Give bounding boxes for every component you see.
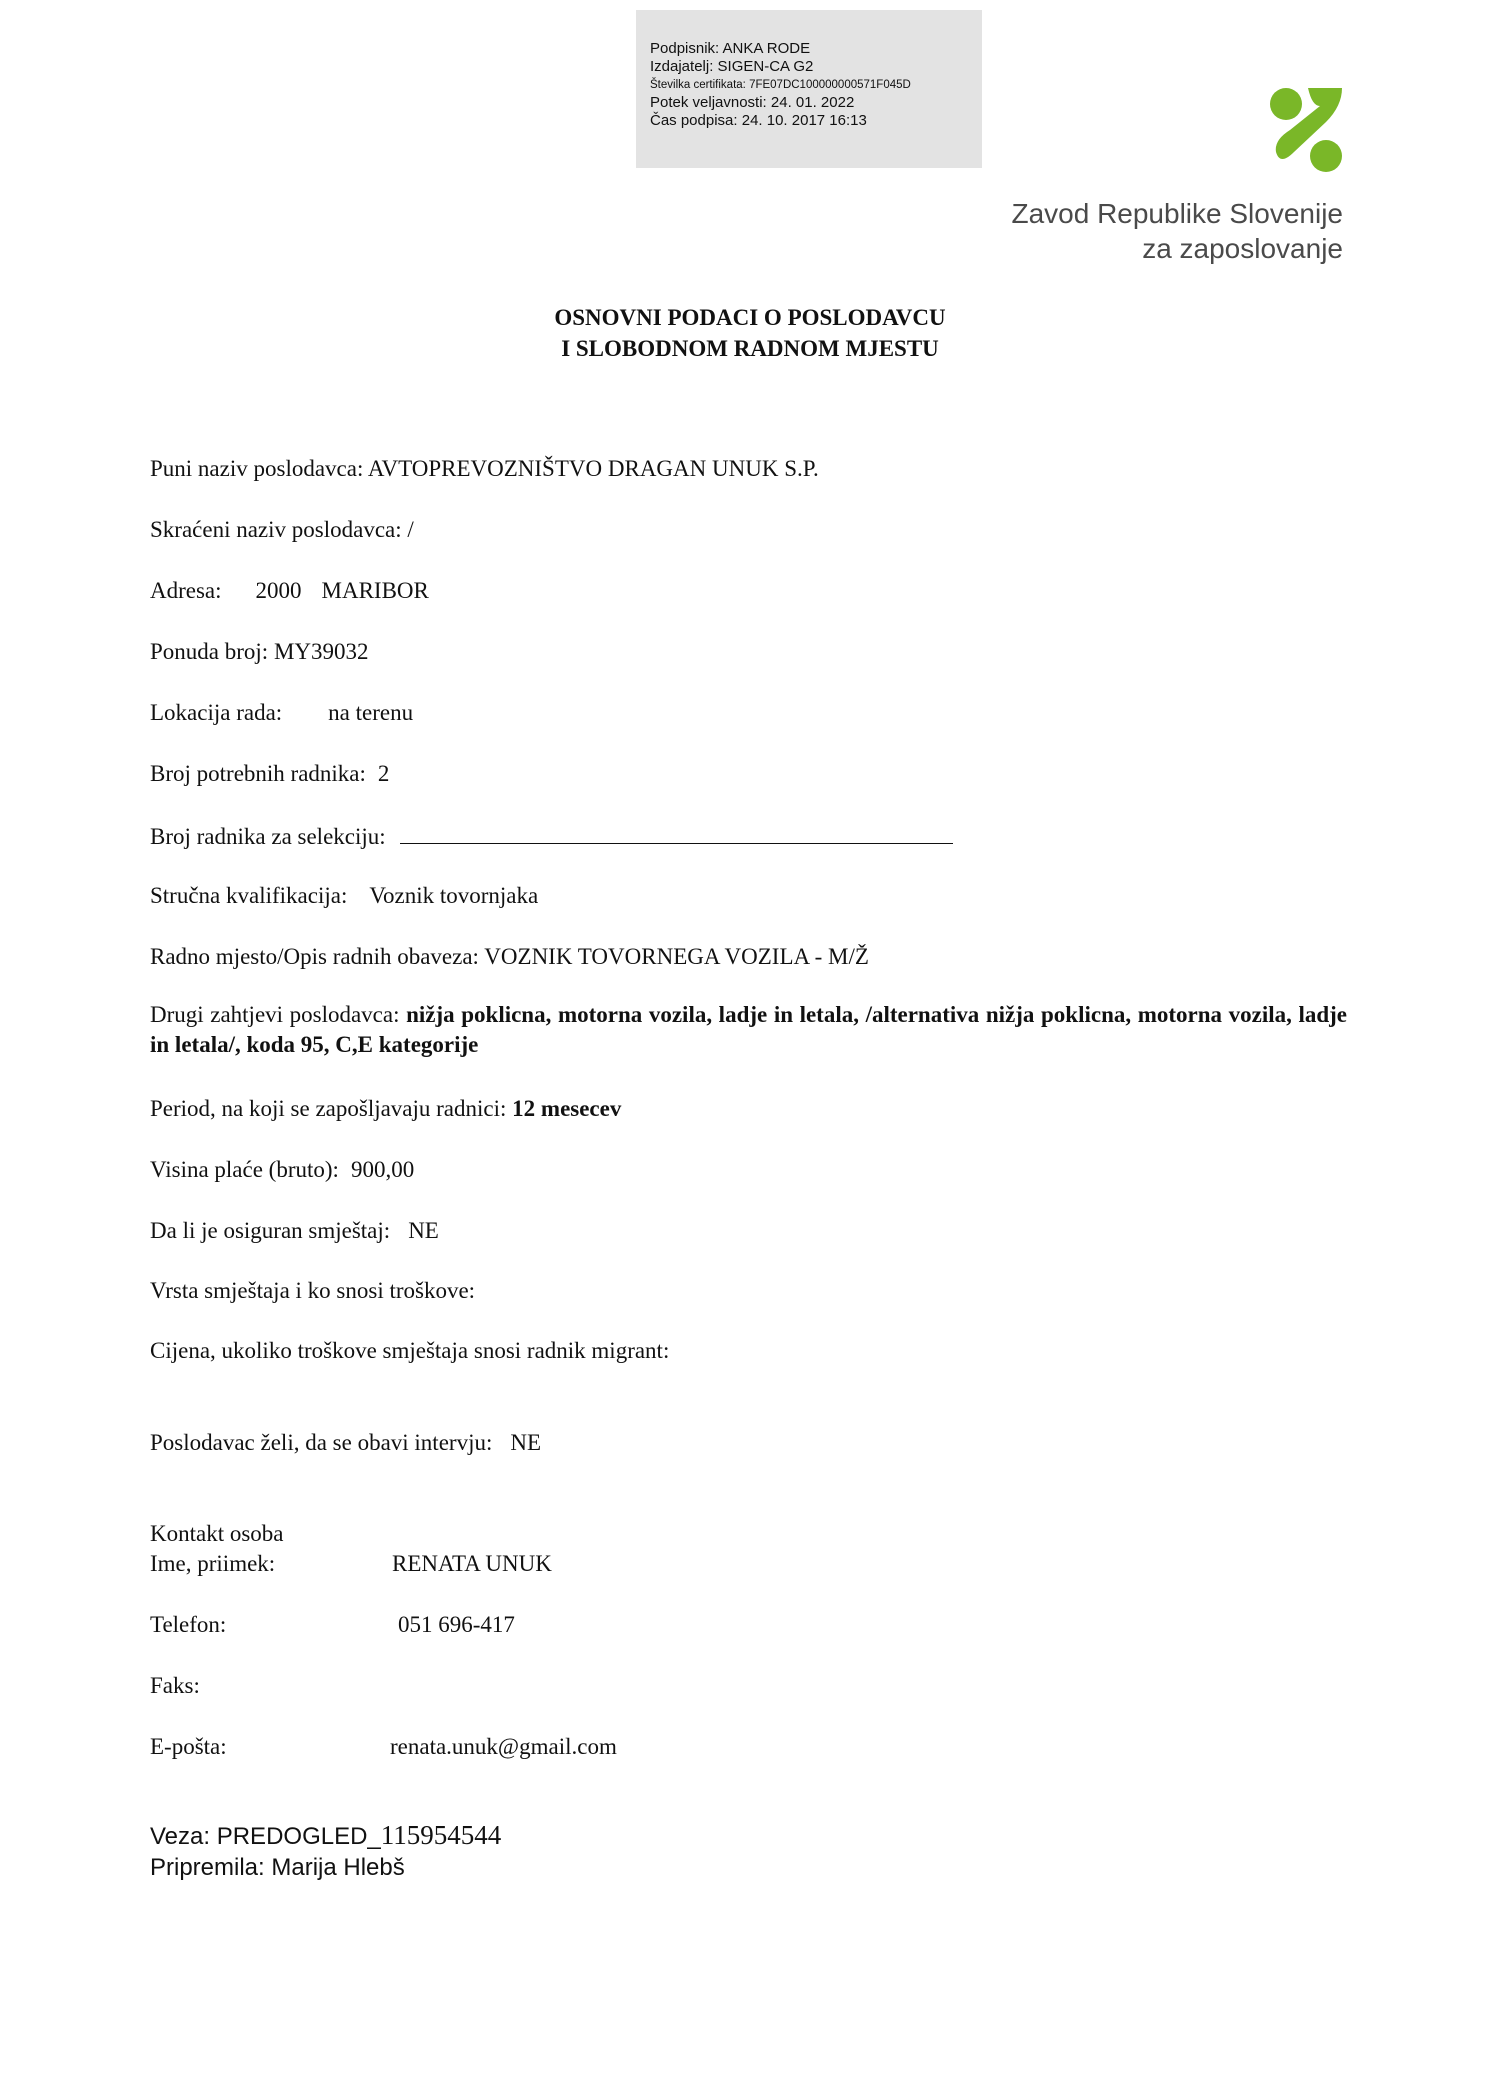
field-accommodation-price [150,1337,669,1365]
logo-dot-top [1270,88,1302,120]
field-contact-email [150,1733,617,1761]
contact-name-label: Ime, priimek: [150,1551,276,1576]
accommodation-value: NE [408,1218,439,1243]
period-label: Period, na koji se zapošljavaju radnici: [150,1096,507,1121]
contact-phone-value: 051 696-417 [398,1612,515,1637]
location-label: Lokacija rada: [150,700,283,725]
signature-box [636,10,982,168]
contact-email-value: renata.unuk@gmail.com [390,1734,617,1759]
field-other-requirements [150,1000,1347,1060]
logo-dot-bottom [1310,140,1342,172]
address-postcode: 2000 [255,578,302,603]
interview-value: NE [510,1430,542,1455]
selection-blank-line [400,821,953,844]
field-accommodation-type [150,1277,475,1305]
interview-label: Poslodavac želi, da se obavi intervju: [150,1430,493,1455]
period-value: 12 mesecev [512,1096,622,1121]
accommodation-type-label: Vrsta smještaja i ko snosi troškove: [150,1278,476,1303]
address-label: Adresa: [150,578,222,603]
organization-line-2: za zaposlovanje [1142,233,1343,264]
requirements-label: Drugi zahtjevi poslodavca: [150,1002,400,1027]
field-contact-name [150,1550,552,1578]
employer-full-label: Puni naziv poslodavca: [150,456,364,481]
field-qualification [150,882,538,910]
selection-label: Broj radnika za selekciju: [150,824,386,849]
workers-needed-label: Broj potrebnih radnika: [150,761,366,786]
reference-block [150,1820,501,1883]
requirements-value: nižja poklicna, motorna vozila, ladje in letala, /alternativa nižja poklicna, motorna vozila, ladje in letala/, koda 95, C,E kategorije [150,1002,1347,1057]
accommodation-price-label: Cijena, ukoliko troškove smještaja snosi radnik migrant: [150,1338,670,1363]
reference-label: Veza: [150,1823,211,1850]
accommodation-label: Da li je osiguran smještaj: [150,1218,391,1243]
field-contact-phone [150,1611,515,1639]
prepared-by: Pripremila: Marija Hlebš [150,1854,405,1881]
field-salary [150,1156,414,1184]
field-employment-period [150,1095,621,1123]
signature-signer: Podpisnik: ANKA RODE [650,40,811,57]
offer-value: MY39032 [273,639,369,664]
signature-issuer: Izdajatelj: SIGEN-CA G2 [650,58,814,75]
field-job-description [150,943,869,971]
qualification-label: Stručna kvalifikacija: [150,883,348,908]
organization-line-1: Zavod Republike Slovenije [1011,198,1343,229]
field-address [150,577,429,605]
reference-number: 115954544 [380,1820,502,1850]
employer-short-value: / [407,517,414,542]
field-offer-number [150,638,369,666]
signature-validity: Potek veljavnosti: 24. 01. 2022 [650,94,855,111]
workers-needed-value: 2 [377,761,390,786]
field-contact-fax [150,1672,200,1700]
offer-label: Ponuda broj: [150,639,269,664]
contact-email-label: E-pošta: [150,1734,227,1759]
field-employer-full [150,455,819,483]
title-line-1: OSNOVNI PODACI O POSLODAVCU [554,305,946,330]
reference-prefix: PREDOGLED_ [216,1823,381,1850]
field-accommodation [150,1217,439,1245]
signature-certificate: Številka certifikata: 7FE07DC100000000571F045D [650,79,911,91]
job-label: Radno mjesto/Opis radnih obaveza: [150,944,479,969]
employer-short-label: Skraćeni naziv poslodavca: [150,517,402,542]
signature-time: Čas podpisa: 24. 10. 2017 16:13 [650,112,867,129]
qualification-value: Voznik tovornjaka [369,883,539,908]
field-workers-needed [150,760,389,788]
employer-full-value: AVTOPREVOZNIŠTVO DRAGAN UNUK S.P. [367,456,819,481]
contact-phone-label: Telefon: [150,1612,227,1637]
contact-name-value: RENATA UNUK [392,1551,552,1576]
field-selection-count [150,821,953,851]
field-employer-short [150,516,414,544]
contact-fax-label: Faks: [150,1673,200,1698]
location-value: na terenu [328,700,414,725]
field-interview [150,1429,541,1457]
reference-line [150,1820,501,1852]
salary-value: 900,00 [350,1157,415,1182]
job-value: VOZNIK TOVORNEGA VOZILA - M/Ž [484,944,869,969]
zrsz-logo-icon [1268,86,1344,174]
organization-name [1011,196,1343,266]
field-work-location [150,699,413,727]
salary-label: Visina plaće (bruto): [150,1157,339,1182]
title-line-2: I SLOBODNOM RADNOM MJESTU [561,336,939,361]
contact-heading: Kontakt osoba [150,1521,284,1546]
address-city: MARIBOR [321,578,429,603]
document-title [450,302,1050,364]
